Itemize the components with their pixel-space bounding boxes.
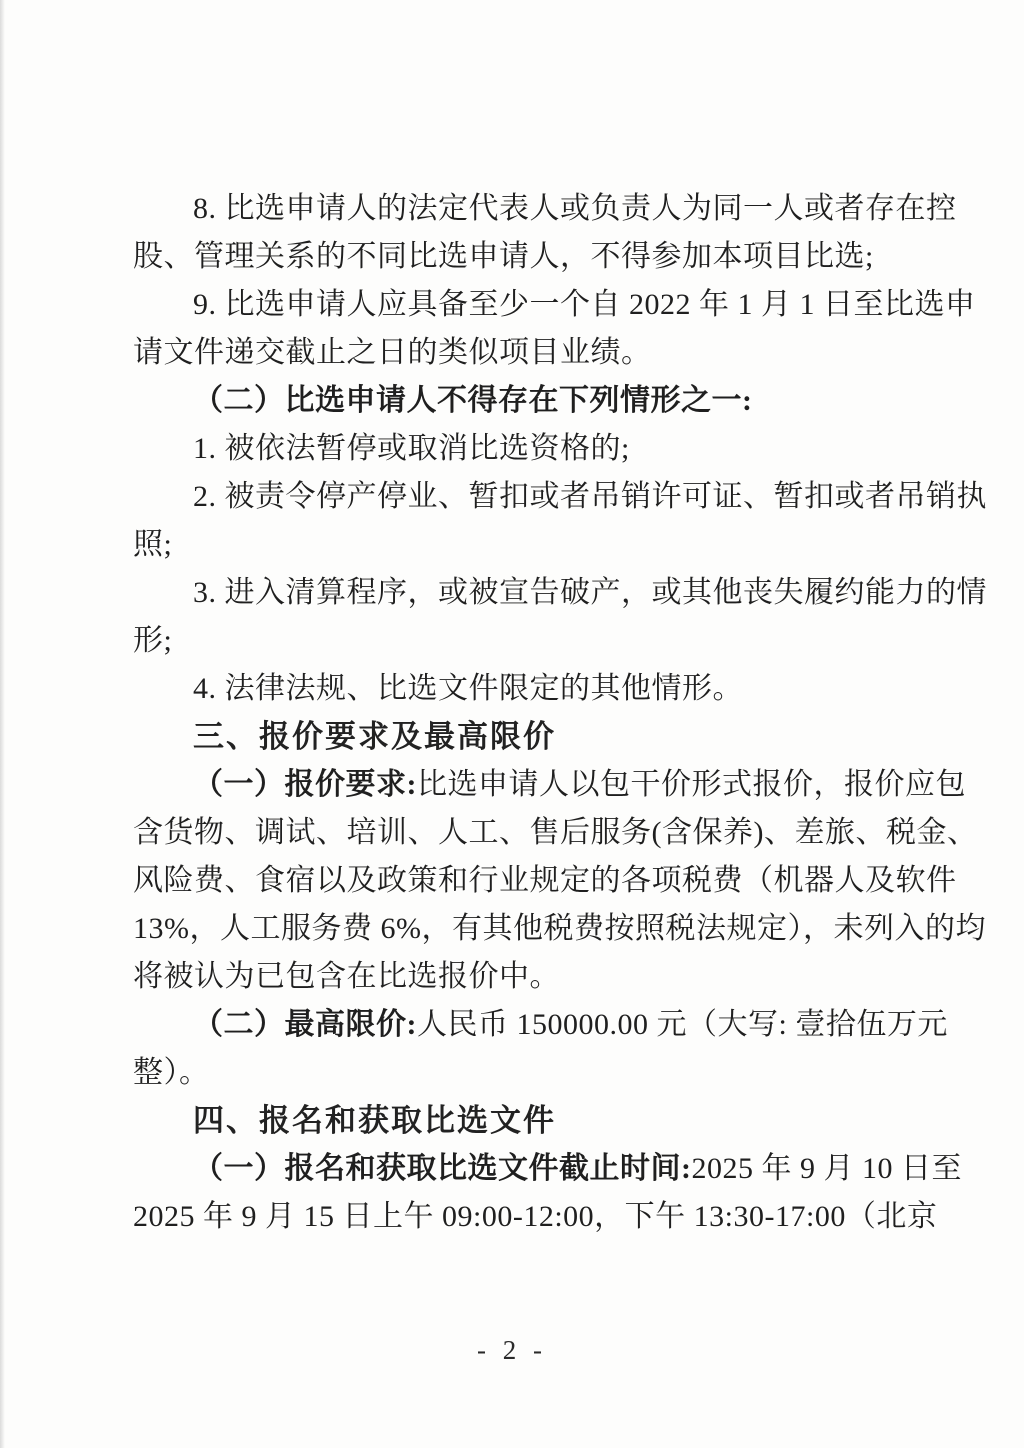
text-line xyxy=(133,185,957,233)
text-segment: 4. 法律法规、比选文件限定的其他情形。 xyxy=(193,672,743,705)
text-line xyxy=(133,329,908,377)
text-segment: 人民币 150000.00 元（大写: 壹拾伍万元 xyxy=(417,1008,948,1041)
text-line xyxy=(133,425,908,473)
text-segment: 含货物、调试、培训、人工、售后服务(含保养)、差旅、税金、 xyxy=(133,816,978,849)
text-segment: 照; xyxy=(133,528,173,561)
text-segment: 将被认为已包含在比选报价中。 xyxy=(133,960,560,993)
text-segment: 13%，人工服务费 6%，有其他税费按照税法规定），未列入的均 xyxy=(133,912,986,945)
text-segment: 2. 被责令停产停业、暂扣或者吊销许可证、暂扣或者吊销执 xyxy=(193,480,987,513)
text-segment: 3. 进入清算程序，或被宣告破产，或其他丧失履约能力的情 xyxy=(193,576,987,609)
section-heading xyxy=(133,713,908,761)
text-line xyxy=(133,665,908,713)
text-line xyxy=(133,521,908,569)
text-segment: 整）。 xyxy=(133,1056,210,1089)
text-line xyxy=(133,281,976,329)
text-line xyxy=(133,617,908,665)
section-heading xyxy=(133,1097,908,1145)
document-text-block xyxy=(133,185,987,1241)
text-segment: 2025 年 9 月 15 日上午 09:00-12:00，下午 13:30-17:00（北京 xyxy=(133,1200,938,1233)
text-line xyxy=(133,905,986,953)
text-line xyxy=(133,857,957,905)
text-segment: 8. 比选申请人的法定代表人或负责人为同一人或者存在控 xyxy=(193,192,957,225)
bold-label-segment: （一）报价要求: xyxy=(193,768,417,801)
text-line xyxy=(133,809,978,857)
bold-label-segment: （二）最高限价: xyxy=(193,1008,417,1041)
text-line xyxy=(133,953,908,1001)
text-line xyxy=(133,377,908,425)
text-segment: 请文件递交截止之日的类似项目业绩。 xyxy=(133,336,652,369)
text-line xyxy=(133,473,987,521)
scan-edge-artifact xyxy=(0,0,5,1448)
text-segment: 四、报名和获取比选文件 xyxy=(193,1103,556,1138)
text-line xyxy=(133,233,908,281)
text-segment: 三、报价要求及最高限价 xyxy=(193,719,556,754)
text-line xyxy=(133,1193,938,1241)
text-segment: 股、管理关系的不同比选申请人，不得参加本项目比选; xyxy=(133,240,874,273)
text-segment: 比选申请人以包干价形式报价，报价应包 xyxy=(417,768,966,801)
text-line xyxy=(133,1145,962,1193)
text-line xyxy=(133,761,966,809)
text-segment: 2025 年 9 月 10 日至 xyxy=(691,1152,962,1185)
text-segment: 形; xyxy=(133,624,173,657)
text-line xyxy=(133,569,987,617)
bold-label-segment: （一）报名和获取比选文件截止时间: xyxy=(193,1152,692,1185)
text-segment: （二）比选申请人不得存在下列情形之一: xyxy=(193,384,753,417)
text-segment: 风险费、食宿以及政策和行业规定的各项税费（机器人及软件 xyxy=(133,864,957,897)
text-segment: 9. 比选申请人应具备至少一个自 2022 年 1 月 1 日至比选申 xyxy=(193,288,976,321)
text-line xyxy=(133,1049,908,1097)
text-segment: 1. 被依法暂停或取消比选资格的; xyxy=(193,432,630,465)
page-number: - 2 - xyxy=(477,1335,547,1365)
text-line xyxy=(133,1001,948,1049)
